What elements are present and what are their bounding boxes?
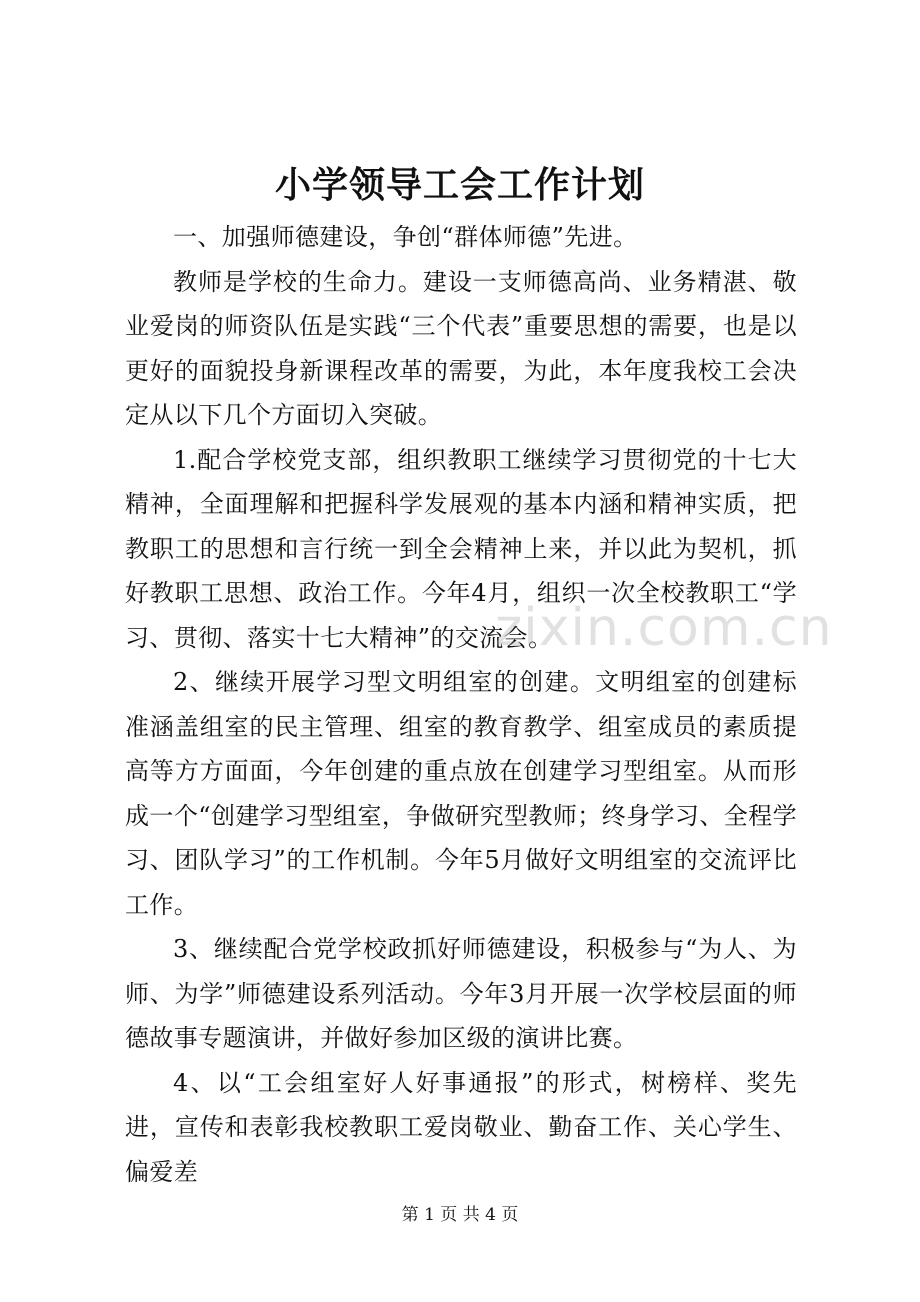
- document-body: [125, 215, 797, 1194]
- paragraph-4: 2、继续开展学习型文明组室的创建。文明组室的创建标准涵盖组室的民主管理、组室的教育教学、组室成员的素质提高等方方面面，今年创建的重点放在创建学习型组室。从而形成一个“创建学习型组室，争做研究型教师；终身学习、全程学习、团队学习”的工作机制。今年5月做好文明组室的交流评比工作。: [125, 668, 797, 919]
- page-footer: 第 1 页 共 4 页: [401, 1205, 519, 1225]
- paragraph-2: 教师是学校的生命力。建设一支师德高尚、业务精湛、敬业爱岗的师资队伍是实践“三个代表”重要思想的需要，也是以更好的面貌投身新课程改革的需要，为此，本年度我校工会决定从以下几个方面切入突破。: [125, 267, 797, 429]
- watermark-text: zixin.com.cn: [495, 598, 833, 658]
- paragraph-6: 4、以“工会组室好人好事通报”的形式，树榜样、奖先进，宣传和表彰我校教职工爱岗敬业、勤奋工作、关心学生、偏爱差: [125, 1068, 797, 1186]
- paragraph-1: 一、加强师德建设，争创“群体师德”先进。: [173, 223, 638, 251]
- document-title: 小学领导工会工作计划: [274, 164, 645, 206]
- paragraph-5: 3、继续配合党学校政抓好师德建设，积极参与“为人、为师、为学”师德建设系列活动。今年3月开展一次学校层面的师德故事专题演讲，并做好参加区级的演讲比赛。: [125, 935, 797, 1052]
- paragraph-3: 1.配合学校党支部，组织教职工继续学习贯彻党的十七大精神，全面理解和把握科学发展观的基本内涵和精神实质，把教职工的思想和言行统一到全会精神上来，并以此为契机，抓好教职工思想、政治工作。今年4月，组织一次全校教职工“学习、贯彻、落实十七大精神”的交流会。: [125, 445, 797, 652]
